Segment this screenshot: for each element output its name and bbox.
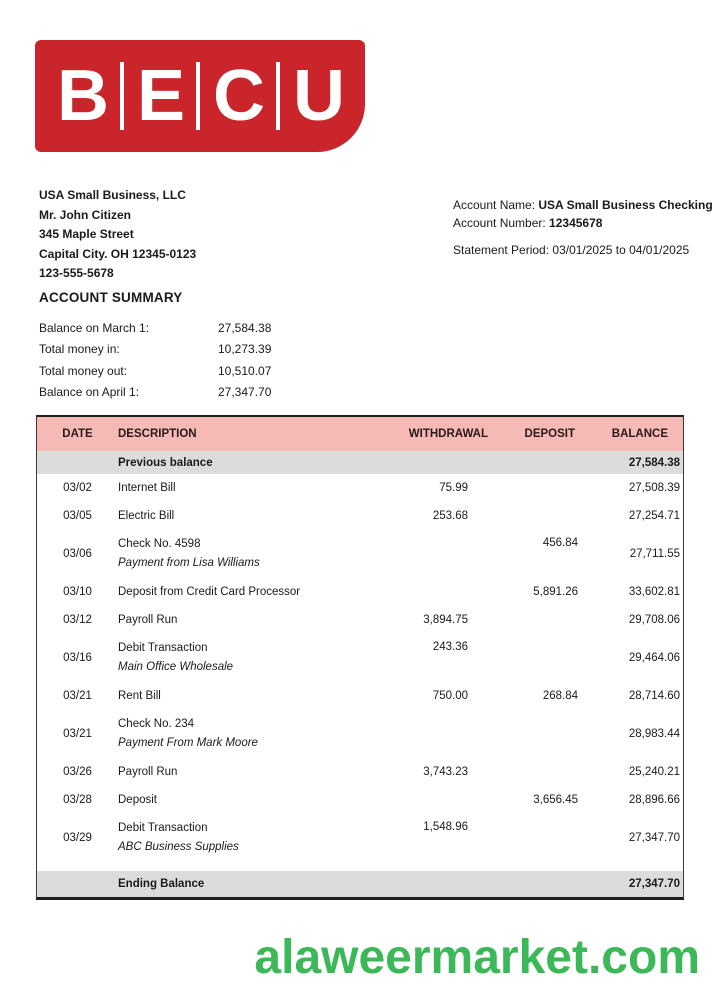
summary-row <box>39 317 271 339</box>
transaction-withdrawal: 75.99 <box>439 482 468 494</box>
description-line1: Check No. 4598 <box>118 538 201 550</box>
ending-balance-row <box>37 871 683 897</box>
transaction-date: 03/26 <box>63 766 92 778</box>
transaction-withdrawal: 253.68 <box>432 510 468 522</box>
transaction-balance: 29,464.06 <box>628 652 680 664</box>
transaction-row <box>37 530 683 578</box>
statement-period-value: 03/01/2025 to 04/01/2025 <box>552 243 690 257</box>
description-line1: Debit Transaction <box>118 642 208 654</box>
table-spacer <box>37 862 683 871</box>
transaction-description <box>118 475 328 502</box>
transaction-date: 03/21 <box>63 728 92 740</box>
account-summary-title: ACCOUNT SUMMARY <box>39 290 183 305</box>
statement-period-line <box>453 241 713 259</box>
transaction-deposit: 268.84 <box>542 690 578 702</box>
description-line1: Check No. 234 <box>118 718 195 730</box>
transaction-balance: 28,896.66 <box>628 794 680 806</box>
transaction-balance: 25,240.21 <box>628 766 680 778</box>
transaction-date: 03/16 <box>63 652 92 664</box>
transaction-row <box>37 710 683 758</box>
transaction-description <box>118 635 328 681</box>
description-line1: Payroll Run <box>118 765 178 778</box>
transaction-balance: 27,347.70 <box>628 832 680 844</box>
street-line: 345 Maple Street <box>39 227 134 241</box>
account-number-line <box>453 214 713 232</box>
transaction-description <box>118 503 328 530</box>
account-name-line <box>453 196 713 214</box>
transaction-date: 03/02 <box>63 482 92 494</box>
account-number-label: Account Number: <box>453 216 550 230</box>
summary-value: 27,584.38 <box>218 320 272 335</box>
transaction-withdrawal: 3,743.23 <box>423 766 468 778</box>
description-line2: Payment from Lisa Williams <box>118 557 260 569</box>
header-withdrawal: WITHDRAWAL <box>408 428 488 440</box>
description-line1: Deposit from Credit Card Processor <box>118 585 301 598</box>
transaction-balance: 28,714.60 <box>628 690 680 702</box>
header-description: DESCRIPTION <box>118 428 197 440</box>
transaction-deposit <box>468 710 578 717</box>
transaction-date: 03/28 <box>63 794 92 806</box>
description-line1: Internet Bill <box>118 481 176 494</box>
summary-row <box>39 360 271 382</box>
transaction-date: 03/10 <box>63 586 92 598</box>
transaction-row <box>37 786 683 814</box>
description-line2: ABC Business Supplies <box>118 841 239 853</box>
company-name: USA Small Business, LLC <box>39 188 186 202</box>
transaction-deposit: 456.84 <box>542 537 578 549</box>
city-line: Capital City. OH 12345-0123 <box>39 246 197 261</box>
transaction-row <box>37 474 683 502</box>
transaction-table <box>36 415 684 900</box>
summary-label: Balance on April 1: <box>39 385 140 400</box>
description-line2: Main Office Wholesale <box>118 661 234 673</box>
transaction-deposit: 3,656.45 <box>533 794 578 806</box>
description-line1: Payroll Run <box>118 613 178 626</box>
logo-divider <box>276 62 280 130</box>
header-deposit: DEPOSIT <box>524 428 575 440</box>
account-name-value: USA Small Business Checking <box>538 198 713 212</box>
summary-value: 27,347.70 <box>218 385 272 400</box>
account-number-value: 12345678 <box>549 216 603 230</box>
summary-label: Total money out: <box>39 363 128 378</box>
transaction-description <box>118 787 328 814</box>
transaction-deposit <box>468 634 578 641</box>
becu-logo <box>35 40 365 152</box>
transaction-description <box>118 683 328 710</box>
phone-line: 123-555-5678 <box>39 266 114 280</box>
transaction-description <box>118 711 328 757</box>
transaction-balance: 33,602.81 <box>628 586 680 598</box>
transaction-date: 03/06 <box>63 548 92 560</box>
transaction-description <box>118 579 328 606</box>
description-line2: Payment From Mark Moore <box>118 737 258 749</box>
transaction-date: 03/21 <box>63 690 92 702</box>
header-balance: BALANCE <box>611 428 668 440</box>
transaction-withdrawal: 3,894.75 <box>423 614 468 626</box>
customer-address-block <box>39 186 196 284</box>
transaction-balance: 27,508.39 <box>628 482 680 494</box>
transaction-withdrawal: 1,548.96 <box>423 821 468 833</box>
transaction-balance: 29,708.06 <box>628 614 680 626</box>
logo-letter-u: U <box>293 56 344 136</box>
prev-balance-value: 27,584.38 <box>628 456 680 469</box>
transaction-date: 03/29 <box>63 832 92 844</box>
logo-letter-b: B <box>56 56 107 136</box>
transaction-row <box>37 814 683 862</box>
customer-name: Mr. John Citizen <box>39 207 132 222</box>
ending-balance-value: 27,347.70 <box>628 878 680 890</box>
transaction-withdrawal <box>328 710 468 717</box>
description-line1: Debit Transaction <box>118 822 208 834</box>
logo-divider <box>196 62 200 130</box>
statement-period-label: Statement Period: <box>453 243 553 257</box>
summary-label: Balance on March 1: <box>39 320 150 335</box>
description-line1: Rent Bill <box>118 689 161 702</box>
transaction-description <box>118 607 328 634</box>
summary-row <box>39 339 271 361</box>
transaction-description <box>118 759 328 786</box>
transaction-date: 03/12 <box>63 614 92 626</box>
summary-label: Total money in: <box>39 342 120 357</box>
transaction-row <box>37 634 683 682</box>
transaction-date: 03/05 <box>63 510 92 522</box>
transaction-description <box>118 531 328 577</box>
previous-balance-row <box>37 451 683 474</box>
summary-value: 10,273.39 <box>218 342 272 357</box>
account-summary <box>39 317 271 403</box>
watermark-site-name: alaweermarket.com <box>254 931 700 984</box>
transaction-withdrawal: 243.36 <box>432 641 468 653</box>
transaction-row <box>37 606 683 634</box>
logo-letter-e: E <box>136 56 184 136</box>
transaction-balance: 27,711.55 <box>629 548 680 560</box>
transaction-deposit: 5,891.26 <box>533 586 578 598</box>
transaction-withdrawal <box>328 530 468 537</box>
transaction-balance: 28,983.44 <box>628 728 680 740</box>
transaction-deposit <box>468 814 578 821</box>
ending-balance-label: Ending Balance <box>118 878 205 890</box>
account-info-block <box>453 196 713 259</box>
account-name-label: Account Name: <box>453 198 539 212</box>
transaction-description <box>118 815 328 861</box>
transaction-row <box>37 682 683 710</box>
prev-balance-label: Previous balance <box>118 456 213 469</box>
transaction-row <box>37 758 683 786</box>
logo-letter-c: C <box>213 56 264 136</box>
table-header-row <box>37 417 683 451</box>
transaction-balance: 27,254.71 <box>628 510 680 522</box>
transaction-rows <box>37 474 683 862</box>
header-date: DATE <box>62 428 93 440</box>
summary-row <box>39 382 271 404</box>
summary-value: 10,510.07 <box>218 363 272 378</box>
transaction-row <box>37 578 683 606</box>
transaction-withdrawal: 750.00 <box>432 690 468 702</box>
logo-divider <box>120 62 124 130</box>
description-line1: Electric Bill <box>118 509 175 522</box>
transaction-row <box>37 502 683 530</box>
description-line1: Deposit <box>118 793 157 806</box>
